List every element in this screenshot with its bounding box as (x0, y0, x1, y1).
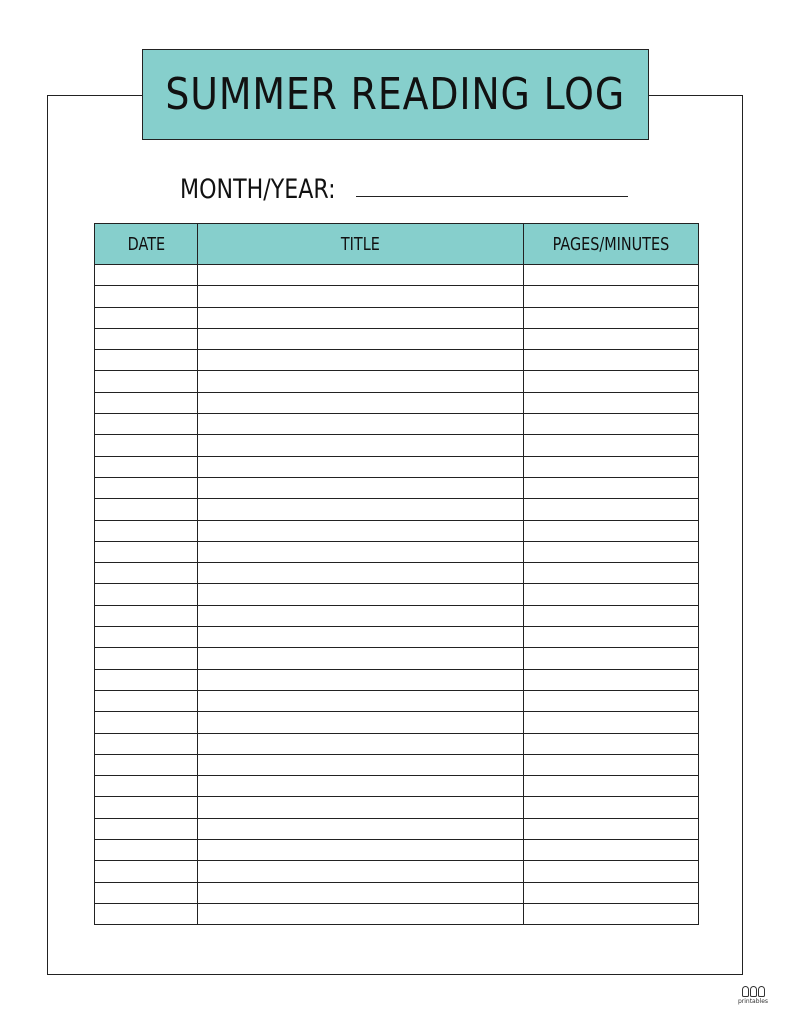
table-row (95, 520, 699, 541)
title-cell[interactable] (198, 477, 524, 498)
date-cell[interactable] (95, 797, 198, 818)
pages-minutes-cell[interactable] (524, 265, 699, 286)
date-cell[interactable] (95, 541, 198, 562)
table-row (95, 499, 699, 520)
pages-minutes-cell[interactable] (524, 541, 699, 562)
date-cell[interactable] (95, 392, 198, 413)
date-cell[interactable] (95, 861, 198, 882)
date-cell[interactable] (95, 818, 198, 839)
pages-minutes-cell[interactable] (524, 584, 699, 605)
month-year-field[interactable] (356, 196, 628, 197)
title-cell[interactable] (198, 286, 524, 307)
title-cell[interactable] (198, 350, 524, 371)
title-cell[interactable] (198, 563, 524, 584)
table-row (95, 754, 699, 775)
title-cell[interactable] (198, 584, 524, 605)
table-row (95, 541, 699, 562)
title-cell[interactable] (198, 328, 524, 349)
title-cell[interactable] (198, 456, 524, 477)
pages-minutes-cell[interactable] (524, 563, 699, 584)
table-row (95, 776, 699, 797)
pages-minutes-cell[interactable] (524, 520, 699, 541)
table-row (95, 733, 699, 754)
title-cell[interactable] (198, 414, 524, 435)
pages-minutes-cell[interactable] (524, 882, 699, 903)
brand-icon (733, 986, 773, 997)
title-cell[interactable] (198, 733, 524, 754)
date-cell[interactable] (95, 350, 198, 371)
reading-log-table (94, 223, 699, 925)
pages-minutes-cell[interactable] (524, 477, 699, 498)
title-banner (142, 49, 649, 140)
date-cell[interactable] (95, 435, 198, 456)
date-cell[interactable] (95, 563, 198, 584)
pages-minutes-cell[interactable] (524, 499, 699, 520)
date-cell[interactable] (95, 669, 198, 690)
title-cell[interactable] (198, 648, 524, 669)
pages-minutes-cell[interactable] (524, 648, 699, 669)
table-row (95, 882, 699, 903)
pages-minutes-cell[interactable] (524, 605, 699, 626)
title-cell[interactable] (198, 265, 524, 286)
date-cell[interactable] (95, 265, 198, 286)
pages-minutes-cell[interactable] (524, 392, 699, 413)
title-cell[interactable] (198, 435, 524, 456)
column-header-date: DATE (95, 224, 198, 265)
table-body (95, 265, 699, 925)
title-cell[interactable] (198, 818, 524, 839)
pages-minutes-cell[interactable] (524, 328, 699, 349)
column-header-pages-minutes: PAGES/MINUTES (524, 224, 699, 265)
title-cell[interactable] (198, 882, 524, 903)
date-cell[interactable] (95, 648, 198, 669)
date-cell[interactable] (95, 903, 198, 924)
pages-minutes-cell[interactable] (524, 286, 699, 307)
table-row (95, 797, 699, 818)
title-cell[interactable] (198, 797, 524, 818)
pages-minutes-cell[interactable] (524, 456, 699, 477)
table-row (95, 414, 699, 435)
table-row (95, 840, 699, 861)
table-row (95, 307, 699, 328)
table-header-row (95, 224, 699, 265)
column-header-title: TITLE (198, 224, 524, 265)
date-cell[interactable] (95, 477, 198, 498)
title-cell[interactable] (198, 392, 524, 413)
date-cell[interactable] (95, 733, 198, 754)
title-cell[interactable] (198, 669, 524, 690)
table-row (95, 477, 699, 498)
month-year-label: MONTH/YEAR: (180, 174, 336, 205)
title-cell[interactable] (198, 861, 524, 882)
title-cell[interactable] (198, 754, 524, 775)
date-cell[interactable] (95, 456, 198, 477)
table-row (95, 818, 699, 839)
title-cell[interactable] (198, 690, 524, 711)
table-row (95, 286, 699, 307)
table-row (95, 605, 699, 626)
table-row (95, 350, 699, 371)
table-row (95, 903, 699, 924)
table-row (95, 371, 699, 392)
table-row (95, 712, 699, 733)
table-row (95, 861, 699, 882)
pages-minutes-cell[interactable] (524, 861, 699, 882)
table-row (95, 669, 699, 690)
table-row (95, 392, 699, 413)
title-cell[interactable] (198, 776, 524, 797)
month-year-row (180, 163, 628, 203)
date-cell[interactable] (95, 605, 198, 626)
title-cell[interactable] (198, 520, 524, 541)
pages-minutes-cell[interactable] (524, 712, 699, 733)
table-row (95, 563, 699, 584)
date-cell[interactable] (95, 520, 198, 541)
pages-minutes-cell[interactable] (524, 840, 699, 861)
pages-minutes-cell[interactable] (524, 776, 699, 797)
date-cell[interactable] (95, 286, 198, 307)
date-cell[interactable] (95, 882, 198, 903)
table-row (95, 690, 699, 711)
date-cell[interactable] (95, 754, 198, 775)
pages-minutes-cell[interactable] (524, 350, 699, 371)
pages-minutes-cell[interactable] (524, 903, 699, 924)
title-cell[interactable] (198, 712, 524, 733)
title-cell[interactable] (198, 840, 524, 861)
pages-minutes-cell[interactable] (524, 797, 699, 818)
brand-text: printables (737, 998, 769, 1005)
title-cell[interactable] (198, 371, 524, 392)
date-cell[interactable] (95, 712, 198, 733)
brand-logo (733, 986, 773, 1016)
pages-minutes-cell[interactable] (524, 733, 699, 754)
pages-minutes-cell[interactable] (524, 435, 699, 456)
title-cell[interactable] (198, 307, 524, 328)
title-cell[interactable] (198, 499, 524, 520)
table-row (95, 456, 699, 477)
title-cell[interactable] (198, 627, 524, 648)
table-row (95, 648, 699, 669)
pages-minutes-cell[interactable] (524, 307, 699, 328)
page-title: SUMMER READING LOG (165, 69, 626, 120)
date-cell[interactable] (95, 840, 198, 861)
date-cell[interactable] (95, 499, 198, 520)
table-row (95, 627, 699, 648)
pages-minutes-cell[interactable] (524, 371, 699, 392)
table-row (95, 584, 699, 605)
date-cell[interactable] (95, 627, 198, 648)
table-row (95, 435, 699, 456)
pages-minutes-cell[interactable] (524, 669, 699, 690)
pages-minutes-cell[interactable] (524, 414, 699, 435)
pages-minutes-cell[interactable] (524, 690, 699, 711)
date-cell[interactable] (95, 328, 198, 349)
pages-minutes-cell[interactable] (524, 818, 699, 839)
date-cell[interactable] (95, 776, 198, 797)
date-cell[interactable] (95, 414, 198, 435)
date-cell[interactable] (95, 690, 198, 711)
date-cell[interactable] (95, 371, 198, 392)
title-cell[interactable] (198, 903, 524, 924)
date-cell[interactable] (95, 307, 198, 328)
title-cell[interactable] (198, 541, 524, 562)
pages-minutes-cell[interactable] (524, 754, 699, 775)
table-row (95, 328, 699, 349)
pages-minutes-cell[interactable] (524, 627, 699, 648)
title-cell[interactable] (198, 605, 524, 626)
table-row (95, 265, 699, 286)
date-cell[interactable] (95, 584, 198, 605)
